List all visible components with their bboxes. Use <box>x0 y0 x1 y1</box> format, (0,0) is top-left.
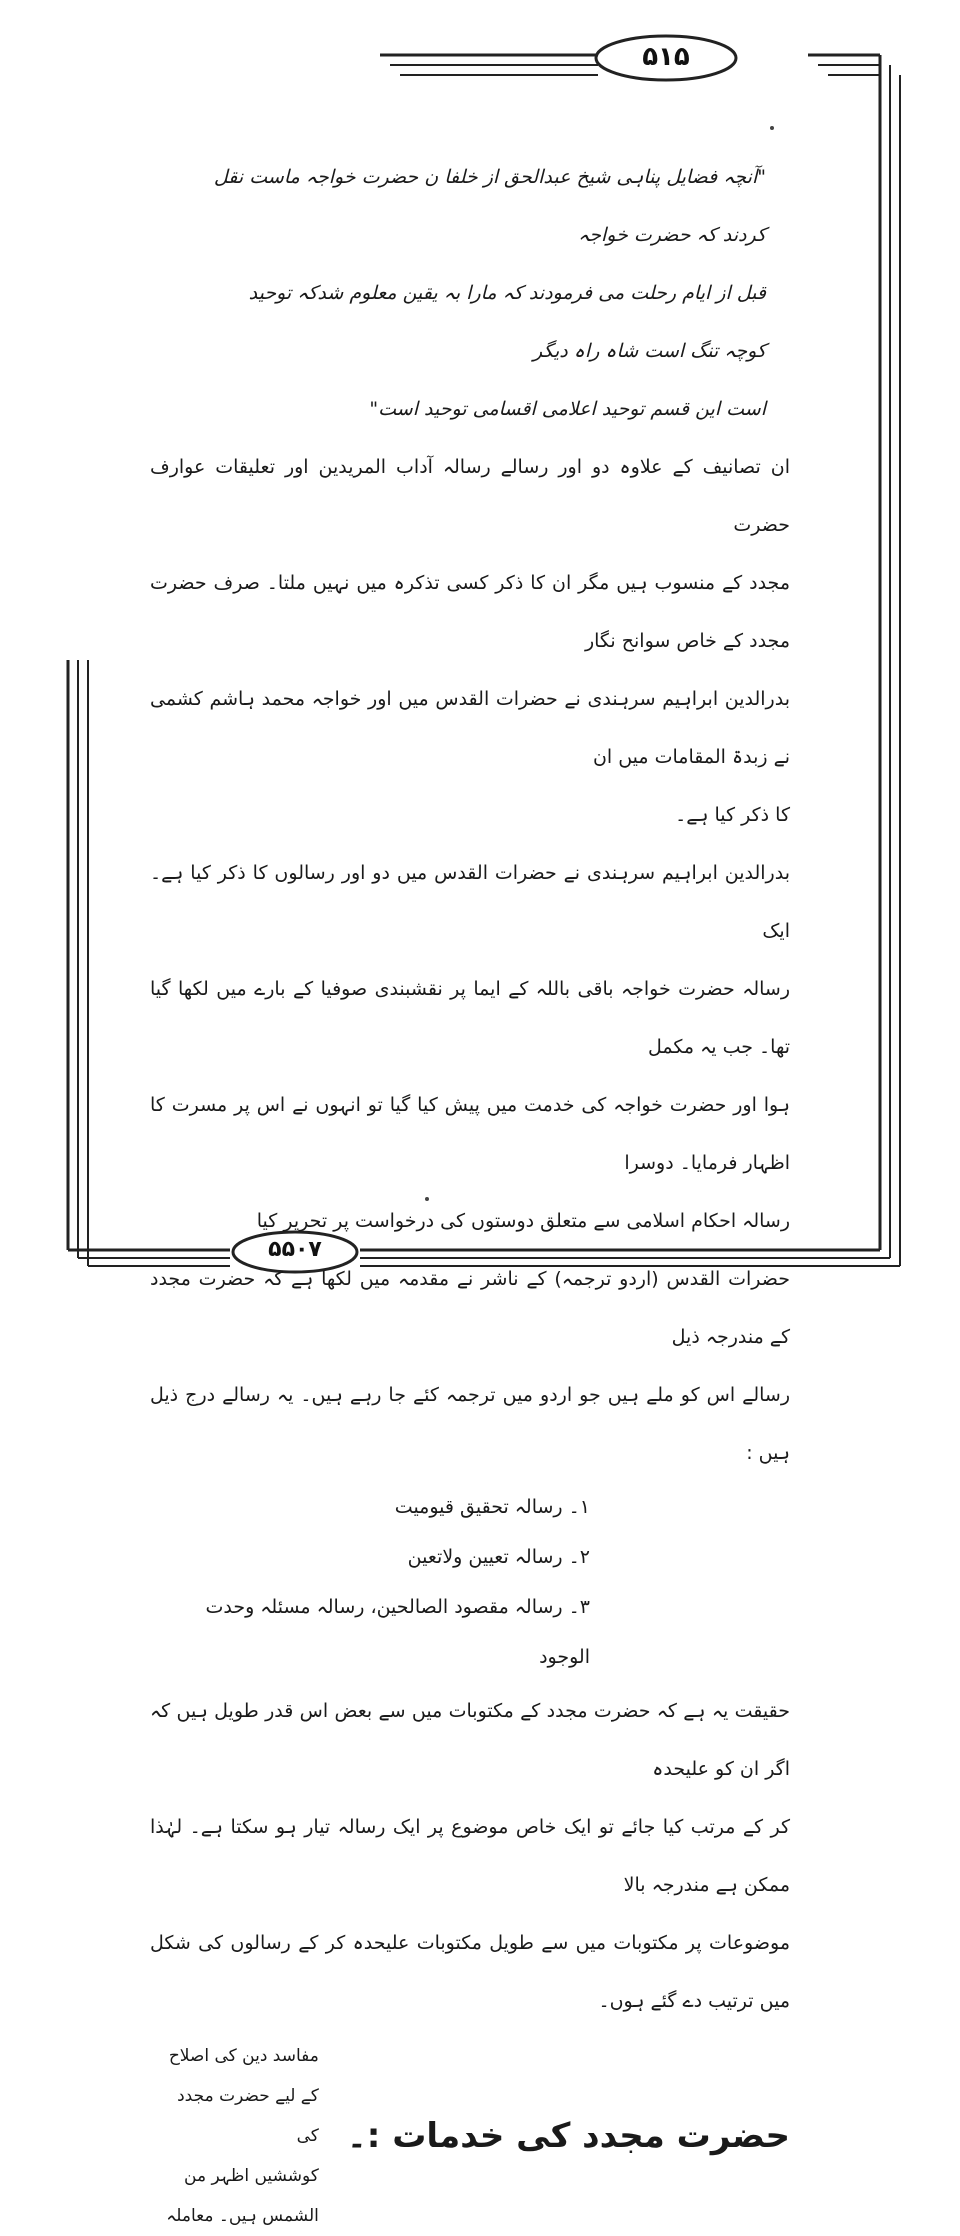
list-item: ۱۔ رسالہ تحقیق قیومیت <box>394 1496 590 1518</box>
heading-side-text <box>150 2036 319 2236</box>
text-line: کر کے مرتب کیا جائے تو ایک خاص موضوع پر ایک رسالہ تیار ہو سکتا ہے۔ لہٰذا ممکن ہے مندرجہ بالا <box>150 1816 790 1896</box>
page-number-top: ۵۱۵ <box>642 42 690 72</box>
treatise-list <box>150 1482 790 1682</box>
text-line: ان تصانیف کے علاوہ دو اور رسالے رسالہ آداب المریدین اور تعلیقات عوارف حضرت <box>150 456 790 536</box>
text-line: رسالہ حضرت خواجہ باقی باللہ کے ایما پر نقشبندی صوفیا کے بارے میں لکھا گیا تھا۔ جب یہ مکمل <box>150 978 790 1058</box>
paragraph-letters <box>150 1682 790 2030</box>
page-content <box>150 148 790 2236</box>
text-line: مجدد کے منسوب ہیں مگر ان کا ذکر کسی تذکرہ میں نہیں ملتا۔ صرف حضرت مجدد کے خاص سوانح نگار <box>150 572 790 652</box>
speck-mark <box>770 126 774 130</box>
text-line: کا ذکر کیا ہے۔ <box>675 804 790 826</box>
text-line: رسالہ احکام اسلامی سے متعلق دوستوں کی درخواست پر تحریر کیا <box>256 1210 790 1232</box>
text-line: حقیقت یہ ہے کہ حضرت مجدد کے مکتوبات میں سے بعض اس قدر طویل ہیں کہ اگر ان کو علیحدہ <box>150 1700 790 1780</box>
text-line: رسالے اس کو ملے ہیں جو اردو میں ترجمہ کئے جا رہے ہیں۔ یہ رسالے درج ذیل ہیں : <box>150 1384 790 1464</box>
paragraph-two-treatises <box>150 844 790 1250</box>
text-line: بدرالدین ابراہیم سرہندی نے حضرات القدس میں دو اور رسالوں کا ذکر کیا ہے۔ ایک <box>150 862 790 942</box>
text-line: بدرالدین ابراہیم سرہندی نے حضرات القدس میں اور خواجہ محمد ہاشم کشمی نے زبدۃ المقامات میں ان <box>150 688 790 768</box>
paragraph-publisher-note <box>150 1250 790 1482</box>
text-line: موضوعات پر مکتوبات میں سے طویل مکتوبات علیحدہ کر کے رسالوں کی شکل میں ترتیب دے گئے ہوں۔ <box>150 1932 790 2012</box>
page-number-bottom: ۵۵۰۷ <box>268 1237 322 1262</box>
paragraph-other-treatises <box>150 438 790 844</box>
quotation-block <box>150 148 790 438</box>
list-item: ۳۔ رسالہ مقصود الصالحین، رسالہ مسئلہ وحدت الوجود <box>205 1596 590 1668</box>
text-line: حضرات القدس (اردو ترجمہ) کے ناشر نے مقدمہ میں لکھا ہے کہ حضرت مجدد کے مندرجہ ذیل <box>150 1268 790 1348</box>
text-line: مفاسد دین کی اصلاح کے لیے حضرت مجدد کی <box>168 2046 319 2146</box>
text-line: ہوا اور حضرت خواجہ کی خدمت میں پیش کیا گیا تو انہوں نے اس پر مسرت کا اظہار فرمایا۔ دوسرا <box>150 1094 790 1174</box>
quote-line: قبل از ایام رحلت می فرمودند کہ مارا بہ یقین معلوم شدکہ توحید کوچہ تنگ است شاہ راہ دیگر <box>248 282 766 362</box>
section-heading-row <box>150 2036 790 2236</box>
quote-line: است این قسم توحید اعلامی اقسامی توحید است" <box>369 398 766 420</box>
text-line: کوششیں اظہر من الشمس ہیں۔ معاملہ <box>166 2166 319 2226</box>
list-item: ۲۔ رسالہ تعیین ولاتعین <box>407 1546 590 1568</box>
quote-line: "آنچہ فضایل پناہی شیخ عبدالحق از خلفا ن حضرت خواجہ ماست نقل کردند کہ حضرت خواجہ <box>213 166 766 246</box>
section-heading: حضرت مجدد کی خدمات :۔ <box>346 2116 790 2156</box>
